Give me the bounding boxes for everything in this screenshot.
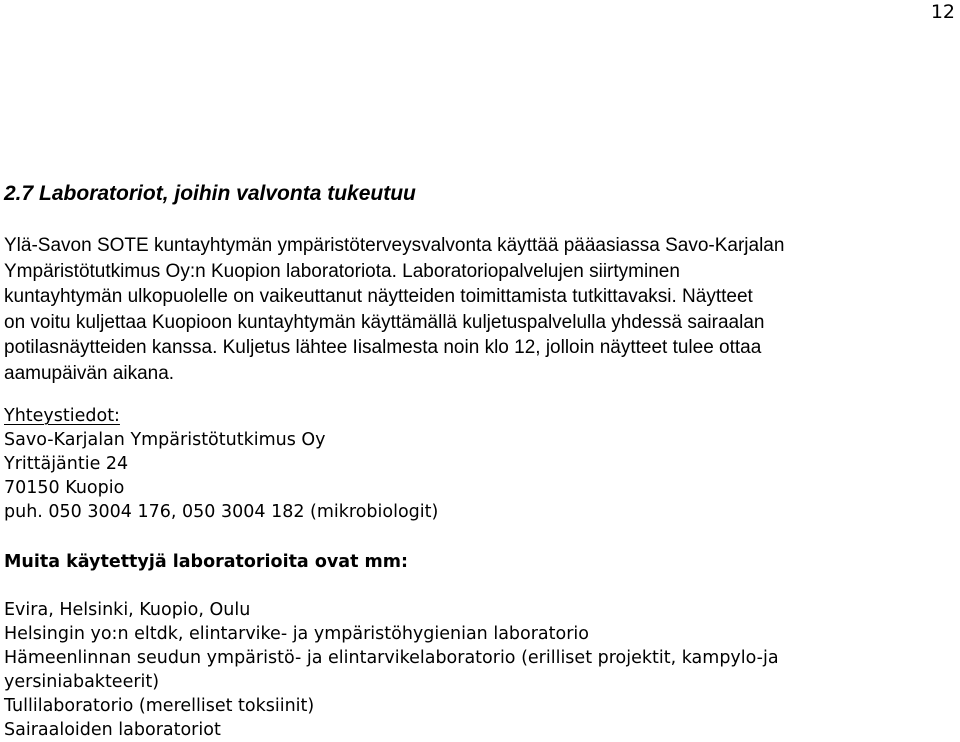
list-item: Hämeenlinnan seudun ympäristö- ja elintarvikelaboratorio (erilliset projektit, kampylo-ja: [4, 648, 779, 668]
other-labs-list: [4, 598, 954, 742]
list-item: Helsingin yo:n eltdk, elintarvike- ja ympäristöhygienian laboratorio: [4, 624, 589, 644]
section-heading: 2.7 Laboratoriot, joihin valvonta tukeutuu: [4, 182, 416, 205]
body-line: on voitu kuljettaa Kuopioon kuntayhtymän käyttämällä kuljetuspalvelulla yhdessä sairaalan: [4, 311, 765, 333]
intro-line: Ympäristötutkimus Oy:n Kuopion laboratoriota. Laboratoriopalvelujen siirtyminen: [4, 260, 680, 282]
intro-line-text: kuntayhtymän ulkopuolelle on vaikeuttanut näytteiden toimittamista tutkittavaksi.: [4, 286, 677, 308]
list-item: Sairaaloiden laboratoriot: [4, 720, 221, 740]
intro-paragraph: [4, 233, 954, 387]
intro-line: [4, 284, 954, 310]
intro-line: Ylä-Savon SOTE kuntayhtymän ympäristöterveysvalvonta käyttää pääasiassa Savo-Karjalan: [4, 235, 785, 256]
list-item: Tullilaboratorio (merelliset toksiinit): [4, 696, 315, 716]
contact-block: [4, 404, 954, 524]
contact-line: puh. 050 3004 176, 050 3004 182 (mikrobiologit): [4, 502, 439, 522]
page-number: 12: [930, 1, 955, 23]
body-line: Näytteet: [682, 286, 753, 308]
list-item: yersiniabakteerit): [4, 672, 160, 692]
other-labs-heading: Muita käytettyjä laboratorioita ovat mm:: [4, 552, 408, 572]
contact-line: Yrittäjäntie 24: [4, 454, 129, 474]
contact-line: Savo-Karjalan Ympäristötutkimus Oy: [4, 430, 326, 450]
list-item: Evira, Helsinki, Kuopio, Oulu: [4, 600, 251, 620]
body-line: aamupäivän aikana.: [4, 362, 175, 384]
body-line: potilasnäytteiden kanssa. Kuljetus lähtee Iisalmesta noin klo 12, jolloin näytteet tulee ottaa: [4, 337, 762, 359]
contact-line: 70150 Kuopio: [4, 478, 125, 498]
contact-heading: Yhteystiedot:: [4, 406, 120, 426]
